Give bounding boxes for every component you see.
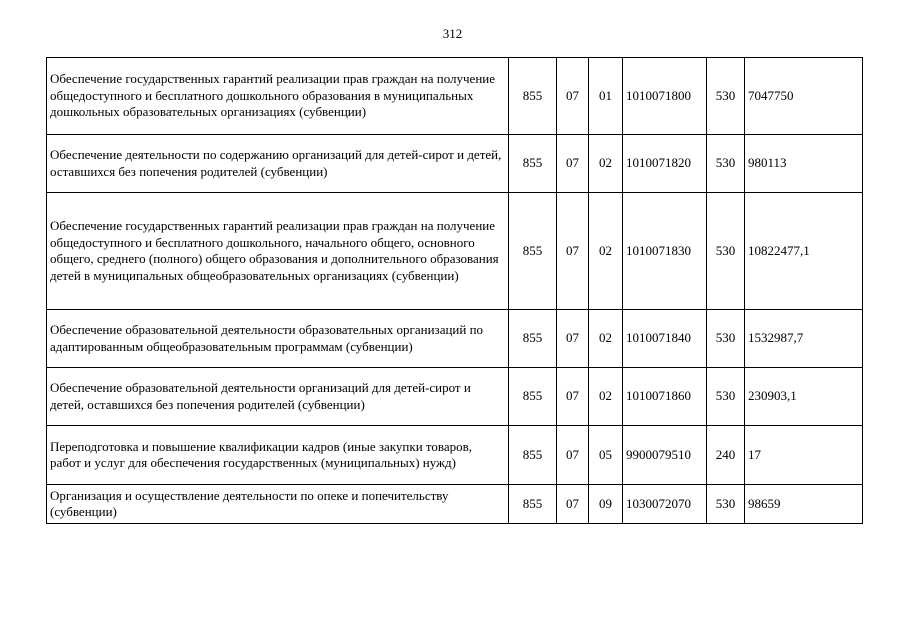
target-code: 1010071820 — [623, 135, 707, 193]
subsection-code: 01 — [589, 58, 623, 135]
section-code: 07 — [557, 368, 589, 426]
section-code: 07 — [557, 485, 589, 524]
table-row — [47, 310, 863, 368]
ministry-code: 855 — [509, 426, 557, 485]
expense-type-code: 240 — [707, 426, 745, 485]
section-code: 07 — [557, 426, 589, 485]
subsection-code: 02 — [589, 193, 623, 310]
amount: 7047750 — [745, 58, 863, 135]
row-name: Обеспечение образовательной деятельности организаций для детей-сирот и детей, оставшихся без попечения родителей (субвенции) — [47, 368, 509, 426]
table-row — [47, 485, 863, 524]
subsection-code: 09 — [589, 485, 623, 524]
amount: 230903,1 — [745, 368, 863, 426]
expense-type-code: 530 — [707, 135, 745, 193]
expense-type-code: 530 — [707, 193, 745, 310]
subsection-code: 02 — [589, 310, 623, 368]
row-name: Обеспечение деятельности по содержанию организаций для детей-сирот и детей, оставшихся без попечения родителей (субвенции) — [47, 135, 509, 193]
table-row — [47, 58, 863, 135]
budget-table — [46, 57, 863, 524]
ministry-code: 855 — [509, 58, 557, 135]
ministry-code: 855 — [509, 310, 557, 368]
amount: 1532987,7 — [745, 310, 863, 368]
amount: 17 — [745, 426, 863, 485]
table-row — [47, 193, 863, 310]
subsection-code: 02 — [589, 135, 623, 193]
amount: 98659 — [745, 485, 863, 524]
subsection-code: 05 — [589, 426, 623, 485]
subsection-code: 02 — [589, 368, 623, 426]
row-name: Переподготовка и повышение квалификации кадров (иные закупки товаров, работ и услуг для обеспечения государственных (муниципальных) нужд) — [47, 426, 509, 485]
row-name: Обеспечение государственных гарантий реализации прав граждан на получение общедоступного и бесплатного дошкольного образования в муниципальных дошкольных образовательных организациях (субвенции) — [47, 58, 509, 135]
section-code: 07 — [557, 58, 589, 135]
expense-type-code: 530 — [707, 310, 745, 368]
target-code: 1010071840 — [623, 310, 707, 368]
section-code: 07 — [557, 193, 589, 310]
target-code: 9900079510 — [623, 426, 707, 485]
ministry-code: 855 — [509, 193, 557, 310]
amount: 980113 — [745, 135, 863, 193]
table-row — [47, 135, 863, 193]
row-name: Обеспечение образовательной деятельности образовательных организаций по адаптированным общеобразовательным программам (субвенции) — [47, 310, 509, 368]
ministry-code: 855 — [509, 485, 557, 524]
page-number: 312 — [442, 26, 463, 41]
expense-type-code: 530 — [707, 58, 745, 135]
section-code: 07 — [557, 310, 589, 368]
table-row — [47, 368, 863, 426]
ministry-code: 855 — [509, 135, 557, 193]
ministry-code: 855 — [509, 368, 557, 426]
target-code: 1010071860 — [623, 368, 707, 426]
expense-type-code: 530 — [707, 485, 745, 524]
table-row — [47, 426, 863, 485]
target-code: 1030072070 — [623, 485, 707, 524]
target-code: 1010071800 — [623, 58, 707, 135]
expense-type-code: 530 — [707, 368, 745, 426]
row-name: Обеспечение государственных гарантий реализации прав граждан на получение общедоступного и бесплатного дошкольного, начального общего, основного общего, среднего (полного) общего образования и дополнительного образования детей в муниципальных общеобразовательных организациях (субвенции) — [47, 193, 509, 310]
target-code: 1010071830 — [623, 193, 707, 310]
amount: 10822477,1 — [745, 193, 863, 310]
section-code: 07 — [557, 135, 589, 193]
row-name: Организация и осуществление деятельности по опеке и попечительству (субвенции) — [47, 485, 509, 524]
